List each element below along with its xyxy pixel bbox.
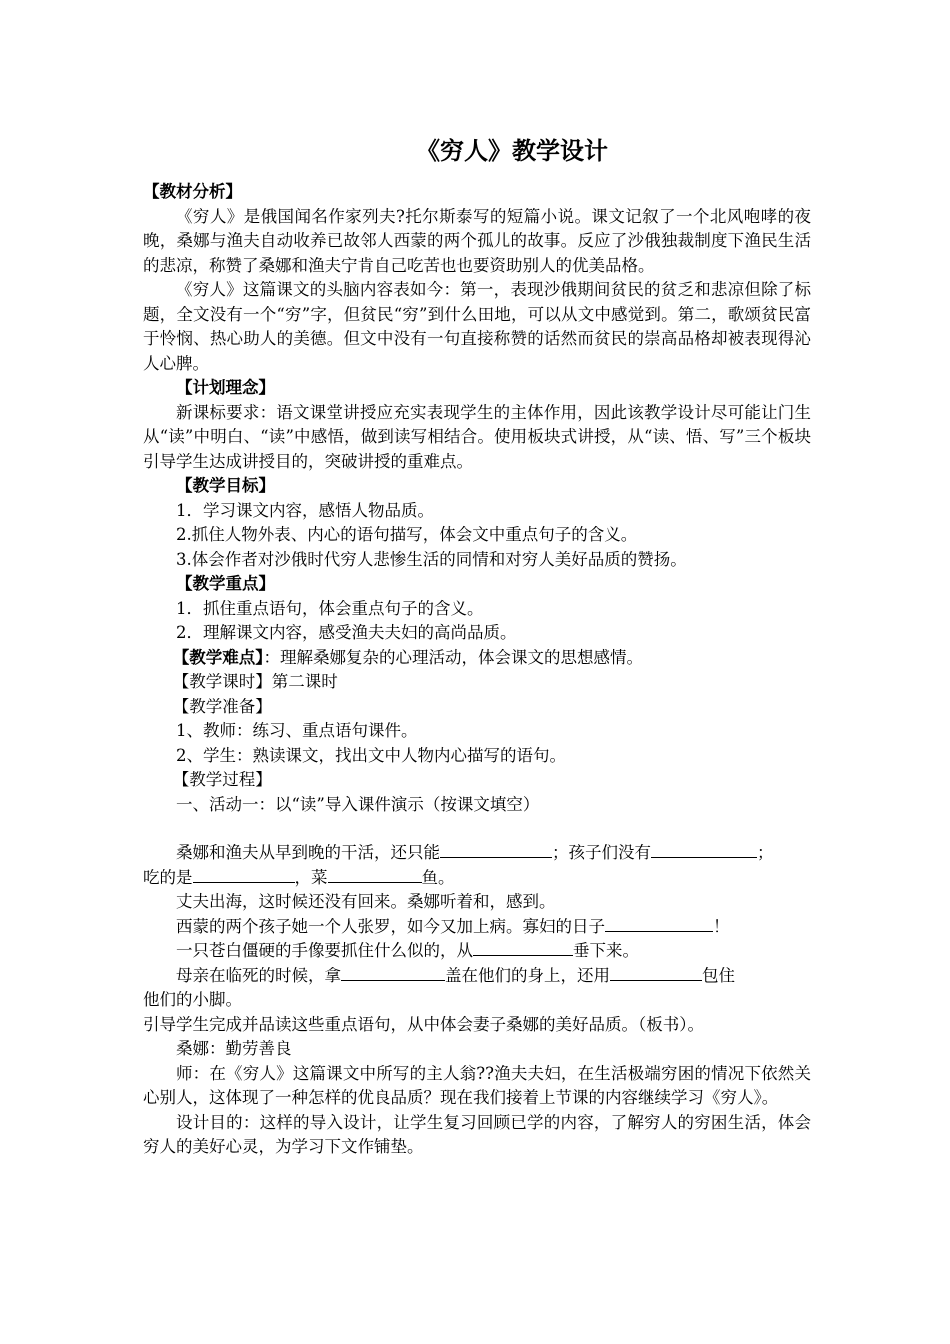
section-heading-difficulty: 【教学难点】 xyxy=(172,647,264,667)
list-item: 3.体会作者对沙俄时代穷人悲惨生活的同情和对穷人美好品质的赞扬。 xyxy=(176,549,687,569)
fill-blank xyxy=(193,866,295,883)
fill-blank xyxy=(605,915,713,932)
fill-blank xyxy=(473,939,573,956)
section-heading-objectives: 【教学目标】 xyxy=(176,476,275,495)
fill-in-sentence xyxy=(143,939,811,964)
sentence-text: 鱼。 xyxy=(421,867,455,887)
difficulty-line xyxy=(143,646,811,671)
list-item: 1．学习课文内容，感悟人物品质。 xyxy=(176,500,434,520)
sentence-text: ； xyxy=(757,843,774,862)
sentence-text: 吃的是 xyxy=(143,867,193,887)
sentence-text: ！ xyxy=(713,916,730,936)
section-heading-materials: 【教材分析】 xyxy=(143,182,242,201)
paragraph: 他们的小脚。 xyxy=(143,990,242,1009)
difficulty-text: ：理解桑娜复杂的心理活动，体会课文的思想感情。 xyxy=(263,647,643,667)
sentence-text: 垂下来。 xyxy=(573,941,639,960)
fill-blank xyxy=(440,841,552,858)
sentence-text: 桑娜和渔夫从早到晚的干活，还只能 xyxy=(176,843,440,862)
list-item: 2、学生：熟读课文，找出文中人物内心描写的语句。 xyxy=(176,745,566,765)
list-item: 2.抓住人物外表、内心的语句描写，体会文中重点句子的含义。 xyxy=(176,525,638,544)
sentence-text: 母亲在临死的时候，拿 xyxy=(176,965,341,985)
sentence-text: 西蒙的两个孩子她一个人张罗，如今又加上病。寡妇的日子 xyxy=(176,916,605,936)
board-note: 桑娜：勤劳善良 xyxy=(176,1039,292,1058)
fill-blank xyxy=(328,866,422,883)
section-heading-key-points: 【教学重点】 xyxy=(176,574,275,593)
class-hours-line xyxy=(143,670,811,695)
sentence-text: ，菜 xyxy=(294,867,328,887)
section-heading-design-concept: 【计划理念】 xyxy=(176,378,275,397)
paragraph: 《穷人》这篇课文的头脑内容表如今：第一，表现沙俄期间贫民的贫乏和悲凉但除了标题，全文没有一个“穷”字，但贫民“穷”到什么田地，可以从文中感觉到。第二，歌颂贫民富于怜悯、热心助人的美德。但文中没有一句直接称赞的话然而贫民的崇高品格却被表现得沁人心脾。 xyxy=(143,280,811,373)
fill-blank xyxy=(610,964,702,981)
spacer xyxy=(143,817,811,841)
sentence-text: ；孩子们没有 xyxy=(552,843,651,862)
fill-blank xyxy=(651,841,757,858)
list-item: 2．理解课文内容，感受渔夫夫妇的高尚品质。 xyxy=(176,623,517,642)
design-purpose: 设计目的：这样的导入设计，让学生复习回顾已学的内容，了解穷人的穷困生活，体会穷人的美好心灵，为学习下文作铺垫。 xyxy=(143,1112,811,1156)
sentence-text: 盖在他们的身上，还用 xyxy=(445,965,610,985)
fill-in-sentence xyxy=(143,841,811,866)
document-body xyxy=(143,134,811,1160)
sentence-text: 包住 xyxy=(702,965,735,985)
sentence-text: 一只苍白僵硬的手像要抓住什么似的，从 xyxy=(176,941,473,960)
paragraph: 《穷人》是俄国闻名作家列夫?托尔斯泰写的短篇小说。课文记叙了一个北风咆哮的夜晚，桑娜与渔夫自动收养已故邻人西蒙的两个孤儿的故事。反应了沙俄独裁制度下渔民生活的悲凉，称赞了桑娜和渔夫宁肯自己吃苦也也要资助别人的优美品格。 xyxy=(143,206,811,275)
section-heading-preparation: 【教学准备】 xyxy=(172,696,272,716)
list-item: 1．抓住重点语句，体会重点句子的含义。 xyxy=(176,598,484,618)
fill-in-sentence xyxy=(143,866,811,891)
section-heading-class-hours: 【教学课时】 xyxy=(172,672,272,691)
paragraph: 新课标要求：语文课堂讲授应充实表现学生的主体作用，因此该教学设计尽可能让门生从“读”中明白、“读”中感悟，做到读写相结合。使用板块式讲授，从“读、悟、写”三个板块引导学生达成讲授目的，突破讲授的重难点。 xyxy=(143,402,811,471)
section-heading-process: 【教学过程】 xyxy=(172,770,272,789)
fill-blank xyxy=(341,964,445,981)
list-item: 1、教师：练习、重点语句课件。 xyxy=(176,721,418,740)
activity-heading: 一、活动一：以“读”导入课件演示（按课文填空） xyxy=(176,794,540,814)
teacher-text: 师：在《穷人》这篇课文中所写的主人翁??渔夫夫妇，在生活极端穷困的情况下依然关心别人，这体现了一种怎样的优良品质？现在我们接着上节课的内容继续学习《穷人》。 xyxy=(143,1063,811,1107)
fill-in-sentence xyxy=(143,964,811,989)
guide-text: 引导学生完成并品读这些重点语句，从中体会妻子桑娜的美好品质。（板书）。 xyxy=(143,1014,704,1034)
fill-in-sentence: 丈夫出海，这时候还没有回来。桑娜听着和，感到。 xyxy=(176,892,556,911)
page-title: 《穷人》教学设计 xyxy=(416,136,608,165)
class-hours-text: 第二课时 xyxy=(271,672,338,691)
fill-in-sentence xyxy=(143,915,811,940)
